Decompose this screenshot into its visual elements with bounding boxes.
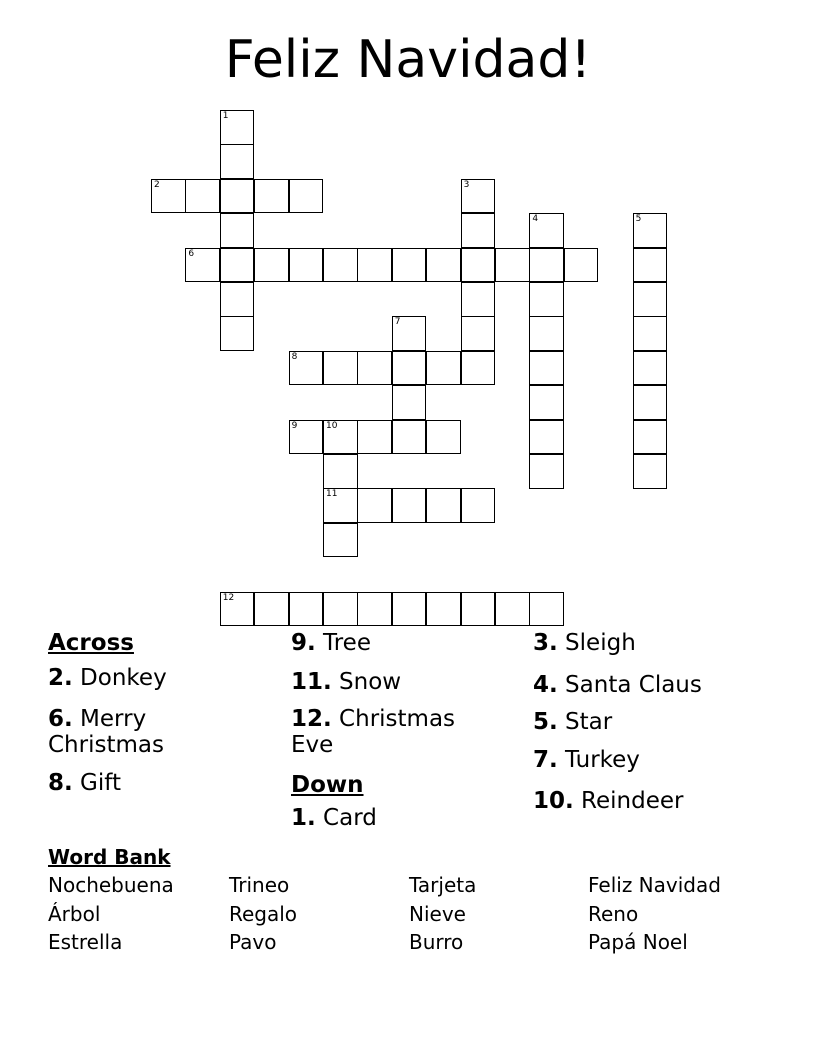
clue-across-11 [291, 669, 531, 695]
grid-cell[interactable] [529, 282, 564, 317]
grid-cell[interactable] [461, 351, 496, 386]
grid-cell[interactable] [289, 420, 324, 455]
word-bank-heading: Word Bank [48, 845, 171, 869]
grid-cell[interactable] [633, 420, 668, 455]
grid-cell[interactable] [529, 454, 564, 489]
cell-number: 4 [532, 214, 539, 225]
grid-cell[interactable] [529, 248, 564, 283]
grid-cell[interactable] [323, 351, 358, 386]
clue-number: 7. [533, 747, 558, 773]
grid-cell[interactable] [495, 248, 530, 283]
cell-number: 2 [154, 179, 160, 190]
clue-number: 1. [291, 805, 316, 831]
word-bank-item: Reno [588, 902, 639, 926]
grid-cell[interactable] [392, 488, 427, 523]
clue-text: Merry Christmas [48, 706, 164, 759]
grid-cell[interactable] [392, 592, 427, 627]
grid-cell[interactable] [289, 179, 324, 214]
grid-cell[interactable] [461, 488, 496, 523]
clue-across-6 [48, 706, 248, 759]
cell-number: 6 [188, 248, 195, 259]
word-bank-item: Trineo [229, 873, 290, 897]
word-bank-item: Burro [409, 930, 464, 954]
clue-number: 3. [533, 630, 558, 656]
grid-cell[interactable] [289, 351, 324, 386]
grid-cell[interactable] [220, 213, 255, 248]
clue-number: 5. [533, 709, 558, 735]
grid-cell[interactable] [564, 248, 599, 283]
grid-cell[interactable] [461, 179, 496, 214]
clue-number: 8. [48, 770, 73, 796]
clue-text: Gift [72, 770, 121, 796]
word-bank-item: Árbol [48, 902, 101, 926]
grid-cell[interactable] [151, 179, 186, 214]
grid-cell[interactable] [426, 351, 461, 386]
clue-text: Christmas Eve [291, 706, 456, 759]
clue-across-8 [48, 770, 288, 796]
grid-cell[interactable] [220, 179, 255, 214]
clue-text: Card [315, 805, 377, 831]
clue-down-10 [533, 788, 773, 814]
down-heading: Down [291, 772, 364, 798]
grid-cell[interactable] [185, 248, 220, 283]
grid-cell[interactable] [254, 592, 289, 627]
clue-number: 2. [48, 665, 73, 691]
clue-text: Sleigh [557, 630, 636, 656]
clue-text: Snow [331, 669, 402, 695]
cell-number: 5 [635, 214, 642, 225]
clue-number: 12. [291, 706, 332, 732]
grid-cell[interactable] [633, 316, 668, 351]
clue-across-12 [291, 706, 491, 759]
grid-cell[interactable] [529, 316, 564, 351]
grid-cell[interactable] [220, 144, 255, 179]
clue-down-3 [533, 630, 773, 656]
clue-number: 11. [291, 669, 332, 695]
clue-number: 6. [48, 706, 73, 732]
grid-cell[interactable] [220, 110, 255, 145]
grid-cell[interactable] [392, 316, 427, 351]
clue-number: 9. [291, 630, 316, 656]
grid-cell[interactable] [426, 420, 461, 455]
cell-number: 7 [394, 317, 401, 328]
clue-across-9 [291, 630, 531, 656]
grid-cell[interactable] [323, 248, 358, 283]
grid-cell[interactable] [185, 179, 220, 214]
cell-number: 1 [222, 111, 229, 121]
clue-across-2 [48, 665, 288, 691]
clue-down-7 [533, 747, 773, 773]
clue-text: Donkey [72, 665, 167, 691]
cell-number: 11 [326, 489, 338, 500]
cell-number: 3 [463, 179, 470, 190]
grid-cell[interactable] [357, 488, 392, 523]
grid-cell[interactable] [323, 488, 358, 523]
grid-cell[interactable] [254, 179, 289, 214]
grid-cell[interactable] [323, 523, 358, 558]
clue-text: Turkey [557, 747, 640, 773]
cell-number: 10 [326, 420, 338, 431]
grid-cell[interactable] [461, 282, 496, 317]
grid-cell[interactable] [392, 248, 427, 283]
grid-cell[interactable] [633, 213, 668, 248]
word-bank-item: Pavo [229, 930, 277, 954]
clue-down-4 [533, 672, 793, 698]
grid-cell[interactable] [323, 420, 358, 455]
grid-cell[interactable] [392, 351, 427, 386]
clue-number: 10. [533, 788, 574, 814]
grid-cell[interactable] [357, 248, 392, 283]
grid-cell[interactable] [220, 592, 255, 627]
grid-cell[interactable] [529, 213, 564, 248]
grid-cell[interactable] [426, 592, 461, 627]
grid-cell[interactable] [392, 420, 427, 455]
grid-cell[interactable] [254, 248, 289, 283]
word-bank-item: Papá Noel [588, 930, 688, 954]
cell-number: 9 [291, 420, 298, 431]
cell-number: 12 [222, 592, 235, 603]
grid-cell[interactable] [289, 592, 324, 627]
grid-cell[interactable] [392, 385, 427, 420]
clue-number: 4. [533, 672, 558, 698]
clue-down-1 [291, 805, 531, 831]
word-bank-item: Tarjeta [409, 873, 477, 897]
word-bank-item: Estrella [48, 930, 123, 954]
clue-text: Star [557, 709, 613, 735]
word-bank-item: Feliz Navidad [588, 873, 721, 897]
grid-cell[interactable] [426, 488, 461, 523]
word-bank-item: Regalo [229, 902, 298, 926]
grid-cell[interactable] [633, 385, 668, 420]
grid-cell[interactable] [220, 316, 255, 351]
grid-cell[interactable] [461, 248, 496, 283]
across-heading: Across [48, 630, 134, 656]
grid-cell[interactable] [529, 420, 564, 455]
grid-cell[interactable] [323, 592, 358, 627]
word-bank-item: Nieve [409, 902, 466, 926]
grid-cell[interactable] [633, 282, 668, 317]
grid-cell[interactable] [529, 351, 564, 386]
grid-cell[interactable] [323, 454, 358, 489]
clue-text: Tree [315, 630, 371, 656]
grid-cell[interactable] [220, 248, 255, 283]
grid-cell[interactable] [529, 385, 564, 420]
clue-down-5 [533, 709, 773, 735]
grid-cell[interactable] [529, 592, 564, 627]
page-title: Feliz Navidad! [224, 30, 592, 90]
cell-number: 8 [291, 351, 298, 362]
grid-cell[interactable] [633, 454, 668, 489]
grid-cell[interactable] [357, 351, 392, 386]
grid-cell[interactable] [461, 592, 496, 627]
grid-cell[interactable] [633, 248, 668, 283]
clue-text: Reindeer [573, 788, 684, 814]
grid-cell[interactable] [461, 316, 496, 351]
word-bank-item: Nochebuena [48, 873, 174, 897]
clue-text: Santa Claus [557, 672, 702, 698]
grid-cell[interactable] [220, 282, 255, 317]
grid-cell[interactable] [633, 351, 668, 386]
grid-cell[interactable] [357, 420, 392, 455]
grid-cell[interactable] [495, 592, 530, 627]
grid-cell[interactable] [426, 248, 461, 283]
grid-cell[interactable] [289, 248, 324, 283]
grid-cell[interactable] [461, 213, 496, 248]
grid-cell[interactable] [357, 592, 392, 627]
